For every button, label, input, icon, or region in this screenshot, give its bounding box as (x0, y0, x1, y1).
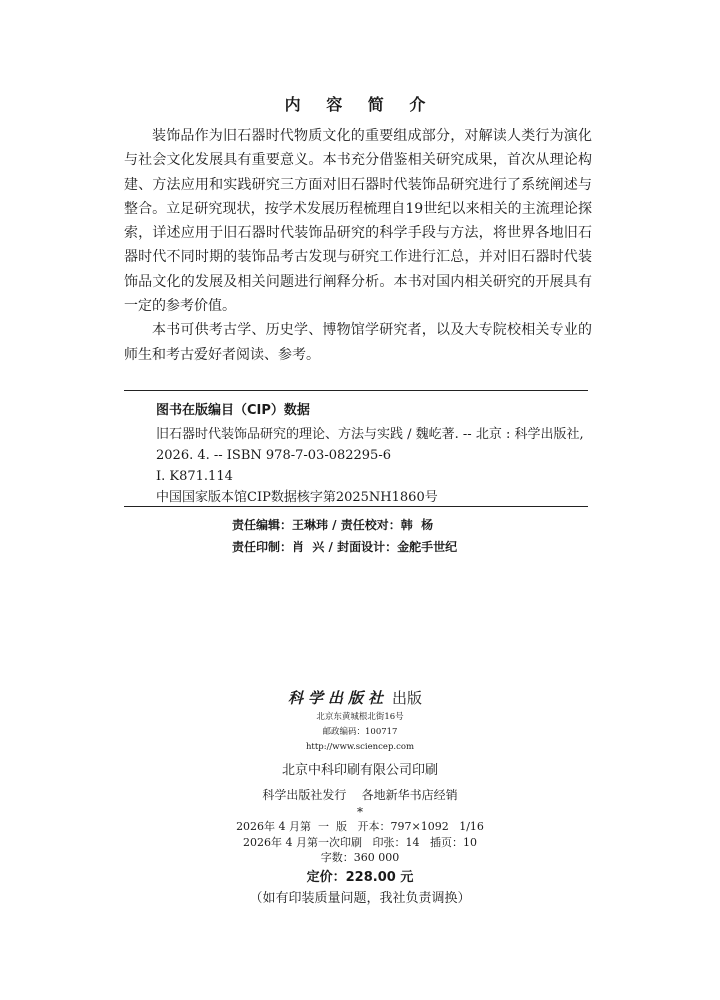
cip-bottom-rule (124, 506, 588, 507)
publisher-website: http://www.sciencep.com (305, 742, 415, 752)
publisher-name-row (0, 688, 720, 708)
abstract-paragraph: 本书可供考古学、历史学、博物馆学研究者，以及大专院校相关专业的师生和考古爱好者阅读、参考。 (124, 322, 592, 363)
publisher-logo: 科学出版社 (287, 689, 388, 707)
abstract-body (124, 124, 592, 367)
editor-credit-line: 责任编辑：王琳玮 / 责任校对：韩 杨 (232, 518, 434, 532)
cip-citation: 旧石器时代装饰品研究的理论、方法与实践 / 魏屹著. -- 北京 : 科学出版社, 2026. 4. -- ISBN 978-7-03-082295-6 (156, 427, 584, 463)
editor-credits (232, 515, 457, 558)
distribution-line: 科学出版社发行 各地新华书店经销 (262, 788, 458, 802)
publisher-suffix: 出版 (392, 689, 423, 707)
abstract-paragraph: 装饰品作为旧石器时代物质文化的重要组成部分，对解读人类行为演化与社会文化发展具有重要意义。本书充分借鉴相关研究成果，首次从理论构建、方法应用和实践研究三方面对旧石器时代装饰品研究进行了系统阐述与整合。立足研究现状，按学术发展历程梳理自19世纪以来相关的主流理论探索，详述应用于旧石器时代装饰品研究的科学手段与方法，将世界各地旧石器时代不同时期的装饰品考古发现与研究工作进行汇总，并对旧石器时代装饰品文化的发展及相关问题进行阐释分析。本书对国内相关研究的开展具有一定的参考价值。 (124, 128, 592, 315)
cip-record-number: 中国国家版本馆CIP数据核字第2025NH1860号 (156, 490, 438, 505)
publisher-address: 北京东黄城根北街16号 (316, 712, 404, 722)
separator-star: * (357, 805, 363, 819)
cip-classification: Ⅰ. K871.114 (156, 469, 233, 484)
abstract-heading: 内 容 简 介 (284, 95, 436, 114)
quality-note: （如有印装质量问题，我社负责调换） (249, 890, 471, 906)
edition-line: 2026年 4 月第 一 版 开本：797×1092 1/16 (236, 820, 484, 833)
cip-title: 图书在版编目（CIP）数据 (156, 403, 310, 418)
cip-top-rule (124, 390, 588, 391)
cip-block (156, 424, 588, 508)
price: 定价：228.00 元 (306, 869, 414, 885)
printing-line: 2026年 4 月第一次印刷 印张：14 插页：10 (243, 835, 477, 849)
editor-credit-line: 责任印制：肖 兴 / 封面设计：金舵手世纪 (232, 539, 458, 554)
publisher-block (0, 688, 720, 910)
publisher-postcode: 邮政编码：100717 (322, 727, 398, 737)
word-count: 字数：360 000 (320, 851, 400, 864)
printer-line: 北京中科印刷有限公司印刷 (281, 763, 438, 778)
